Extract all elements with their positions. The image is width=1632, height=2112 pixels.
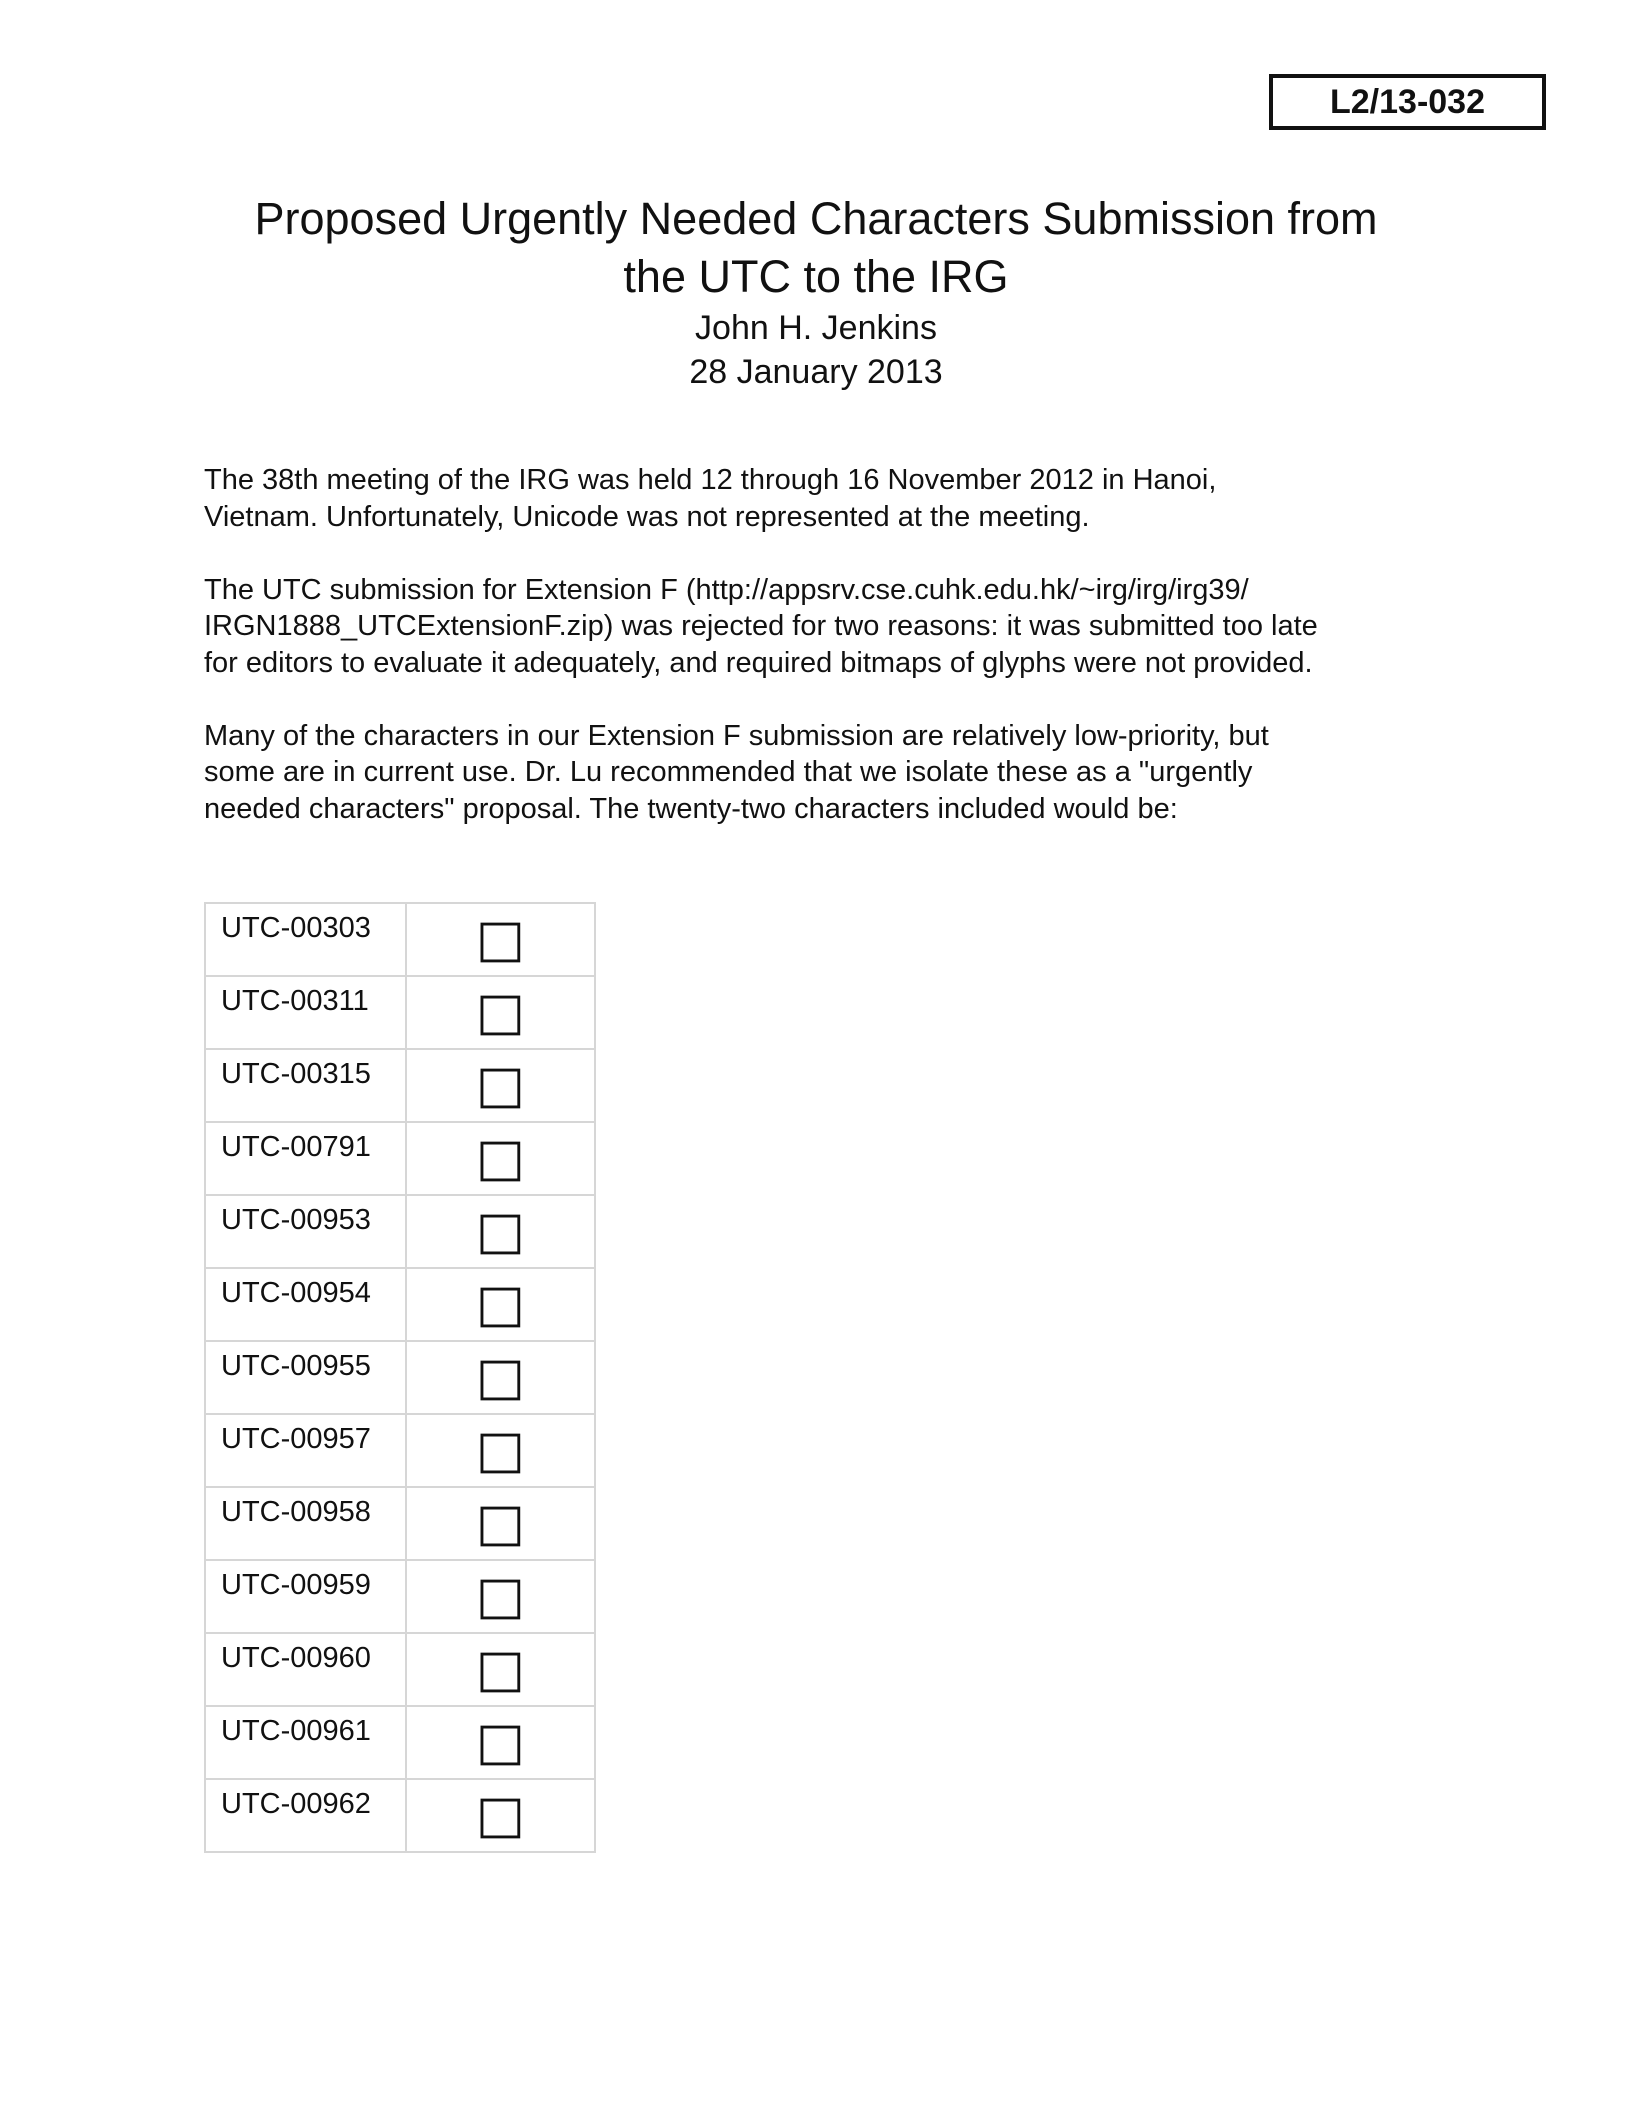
table-row: [205, 976, 595, 1049]
date: 28 January 2013: [689, 353, 943, 391]
document-number-box: [1269, 74, 1546, 130]
character-glyph: □: [406, 1414, 595, 1487]
character-glyph: □: [406, 976, 595, 1049]
character-code: UTC-00955: [205, 1341, 406, 1414]
paragraph-3-line-2: some are in current use. Dr. Lu recommended that we isolate these as a "urgently: [204, 756, 1253, 788]
paragraph-2: [204, 572, 1444, 682]
character-code: UTC-00303: [205, 903, 406, 976]
table-row: [205, 1706, 595, 1779]
character-code: UTC-00311: [205, 976, 406, 1049]
character-glyph: □: [406, 1268, 595, 1341]
character-code: UTC-00957: [205, 1414, 406, 1487]
character-code: UTC-00961: [205, 1706, 406, 1779]
document-title: [160, 190, 1472, 306]
character-code: UTC-00954: [205, 1268, 406, 1341]
character-glyph: □: [406, 903, 595, 976]
character-code: UTC-00953: [205, 1195, 406, 1268]
table-row: [205, 1268, 595, 1341]
character-glyph: □: [406, 1487, 595, 1560]
character-glyph: □: [406, 1049, 595, 1122]
paragraph-2-line-1: The UTC submission for Extension F (http://appsrv.cse.cuhk.edu.hk/~irg/irg/irg39/: [204, 573, 1249, 606]
table-row: [205, 1779, 595, 1852]
character-glyph: □: [406, 1341, 595, 1414]
character-glyph: □: [406, 1706, 595, 1779]
table-row: [205, 1487, 595, 1560]
table-row: [205, 1341, 595, 1414]
character-code: UTC-00962: [205, 1779, 406, 1852]
character-code: UTC-00959: [205, 1560, 406, 1633]
paragraph-1: [204, 462, 1444, 535]
character-glyph: □: [406, 1122, 595, 1195]
title-line-2: the UTC to the IRG: [623, 251, 1009, 302]
paragraph-3: [204, 718, 1444, 828]
table-row: [205, 1414, 595, 1487]
character-glyph: □: [406, 1560, 595, 1633]
table-row: [205, 1195, 595, 1268]
paragraph-1-line-1: The 38th meeting of the IRG was held 12 through 16 November 2012 in Hanoi,: [204, 464, 1217, 496]
author: John H. Jenkins: [695, 309, 937, 347]
paragraph-3-line-1: Many of the characters in our Extension F submission are relatively low-priority, but: [204, 719, 1269, 752]
character-code: UTC-00960: [205, 1633, 406, 1706]
character-code: UTC-00958: [205, 1487, 406, 1560]
table-row: [205, 903, 595, 976]
title-line-1: Proposed Urgently Needed Characters Submission from: [254, 193, 1378, 244]
document-header: [160, 190, 1472, 394]
paragraph-2-line-2: IRGN1888_UTCExtensionF.zip) was rejected for two reasons: it was submitted too late: [204, 610, 1318, 642]
paragraph-2-line-3: for editors to evaluate it adequately, and required bitmaps of glyphs were not provided.: [204, 646, 1313, 679]
table-row: [205, 1122, 595, 1195]
character-code: UTC-00791: [205, 1122, 406, 1195]
character-glyph: □: [406, 1195, 595, 1268]
table-row: [205, 1049, 595, 1122]
character-glyph: □: [406, 1779, 595, 1852]
character-code: UTC-00315: [205, 1049, 406, 1122]
document-body: [204, 462, 1444, 864]
paragraph-3-line-3: needed characters" proposal. The twenty-two characters included would be:: [204, 792, 1178, 825]
document-number: L2/13-032: [1330, 83, 1485, 121]
table-row: [205, 1560, 595, 1633]
character-glyph: □: [406, 1633, 595, 1706]
table-row: [205, 1633, 595, 1706]
paragraph-1-line-2: Vietnam. Unfortunately, Unicode was not represented at the meeting.: [204, 500, 1090, 533]
character-table: [204, 902, 596, 1853]
